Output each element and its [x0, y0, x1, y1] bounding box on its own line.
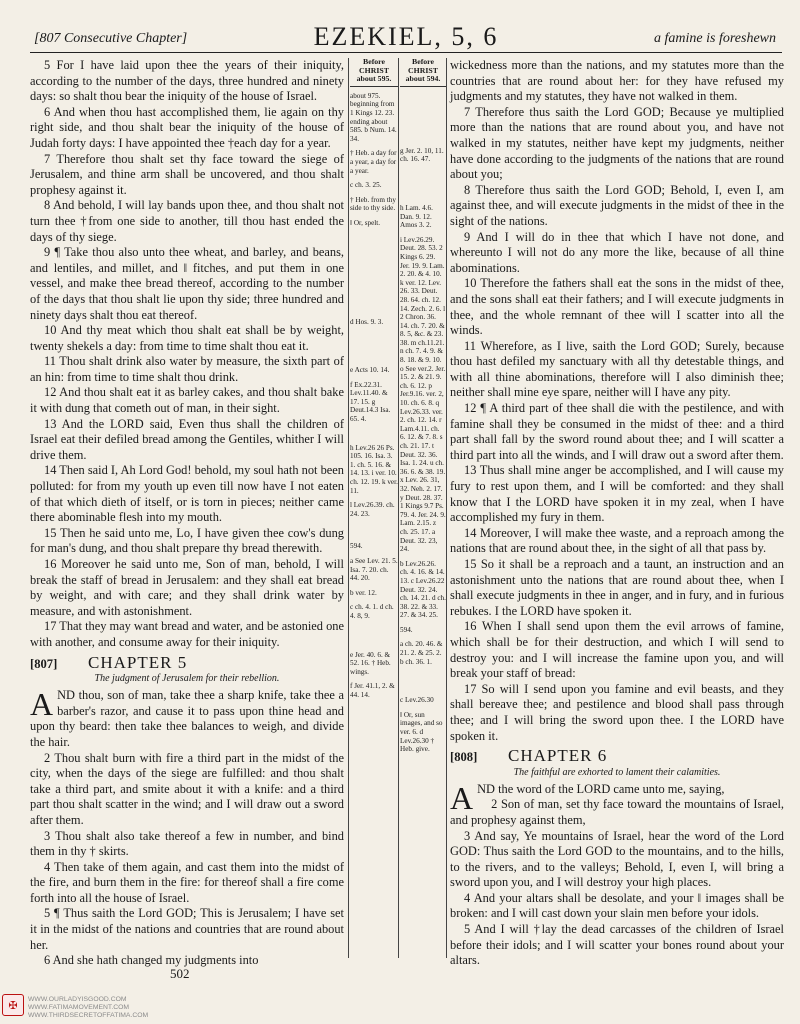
margin-note: † Heb. from thy side to thy side.: [350, 195, 396, 213]
verse: 17 So will I send upon you famine and evil beasts, and they shall bereave thee; and pestilence and blood shall pass through thee; and I will bring the sword upon thee. I the LORD have spoken it.: [450, 681, 784, 743]
verse: 11 Wherefore, as I live, saith the Lord GOD; Surely, because thou hast defiled my sanctuary with all thy detestable things, and with all thine abominations, therefore will I also diminish thee; neither shall mine eye spare, neither will I have any pity.: [450, 338, 784, 400]
consecutive-chapter-label: [807 Consecutive Chapter]: [34, 31, 188, 46]
chapter-number: [808]: [450, 750, 478, 765]
verse: 6 And she hath changed my judgments into: [44, 953, 259, 968]
verse: 2 Thou shalt burn with fire a third part in the midst of the city, when the days of the siege are fulfilled: and thou shalt take a third part, and smite about it with a knife: and a third part thou shalt scatter in the wind; and I will draw out a sword after them.: [30, 750, 344, 827]
chapter-number: [807]: [30, 656, 58, 671]
verse: 5 And I will †lay the dead carcasses of the children of Israel before their idols; and I will scatter your bones round about your altars.: [450, 922, 784, 968]
watermark-line: WWW.THIRDSECRETOFFATIMA.COM: [28, 1012, 149, 1019]
margin-note: e Jer. 40. 6. & 52. 16. † Heb. wings.: [350, 650, 391, 676]
verse: 3 And say, Ye mountains of Israel, hear the word of the Lord GOD: Thus saith the Lord GOD to the mountains, and to the hills, to the rivers, and to the valleys; Behold, I, even I, will bring a sword upon you, and I will destroy your high places.: [450, 828, 784, 890]
verse: 13 And the LORD said, Even thus shall the children of Israel eat their defiled bread among the Gentiles, whither I will drive them.: [30, 416, 344, 462]
verse: 15 Then he said unto me, Lo, I have given thee cow's dung for man's dung, and thou shalt prepare thy bread therewith.: [30, 525, 344, 556]
seal-icon: ✠: [2, 994, 24, 1016]
verse-text: ND thou, son of man, take thee a sharp knife, take thee a barber's razor, and cause it to pass upon thine head and upon thy beard: then take thee balances to weigh, and divide the hair.: [30, 688, 344, 749]
margin-note: l Lev.26.39. ch. 24. 23.: [350, 501, 395, 518]
right-text-column: [450, 58, 784, 969]
verse: 10 And thy meat which thou shalt eat shall be by weight, twenty shekels a day: from time to time shalt thou eat it.: [30, 323, 344, 353]
margin-note: d Hos. 9. 3.: [350, 317, 384, 326]
margin-note: 594.: [400, 625, 413, 634]
watermark: [28, 996, 148, 1020]
drop-cap: A: [450, 779, 474, 816]
page-number: 502: [170, 966, 190, 981]
chapter-summary: The judgment of Jerusalem for their rebellion.: [94, 673, 280, 685]
margin-note: c ch. 4. 1. d ch. 4. 8, 9.: [350, 603, 394, 620]
margin-note: c ch. 3. 25.: [350, 181, 382, 190]
margin-note: f Jer. 41.1, 2. & 44. 14.: [350, 682, 395, 699]
margin-note: b Lev.26.26. ch. 4. 16. & 14. 13. c Lev.26.22 Deut. 32. 24. ch. 14. 21. d ch. 38. 22. & 33. 27. & 34. 25.: [400, 559, 446, 620]
margin-note: h Lev.26 26 Ps. 105. 16. Isa. 3. 1. ch. 5. 16. & 14. 13. i ver. 10. ch. 12. 19. k ver. 11.: [350, 443, 398, 495]
left-text-column: [30, 58, 344, 969]
margin-note: c Lev.26.30: [400, 696, 434, 705]
watermark-line: WWW.FATIMAMOVEMENT.COM: [28, 1004, 130, 1011]
margin-note: g Jer. 2. 10, 11. ch. 16. 47.: [400, 146, 444, 164]
header-rule: [30, 52, 782, 53]
verse: 8 And behold, I will lay bands upon thee, and thou shalt not turn thee †from one side to another, till thou hast ended the days of thy siege.: [30, 198, 344, 244]
verse: 14 Then said I, Ah Lord God! behold, my soul hath not been polluted: for from my youth up even till now have I not eaten of that which dieth of itself, or is torn in pieces; neither came there abominable flesh into my mouth.: [30, 463, 344, 525]
verse: 4 And your altars shall be desolate, and your ‖ images shall be broken: and I will cast down your slain men before your idols.: [450, 890, 784, 921]
running-header: [30, 22, 782, 52]
margin-note: † Heb. a day for a year, a day for a year.: [350, 149, 397, 175]
margin-date-heading: Before CHRIST about 595.: [350, 58, 398, 87]
margin-references-right: [400, 58, 446, 760]
margin-note: 594.: [350, 542, 363, 551]
verse: wickedness more than the nations, and my statutes more than the countries that are round about her: for they have refused my judgments and my statutes, they have not walked in them.: [450, 58, 784, 104]
margin-note: ‖ Or, spelt.: [350, 218, 381, 227]
verse: 9 ¶ Take thou also unto thee wheat, and barley, and beans, and lentiles, and millet, and ‖ fitches, and put them in one vessel, and make thee bread thereof, according to the number of the days that thou shalt lie upon thy side; three hundred and ninety days shalt thou eat thereof.: [30, 245, 344, 322]
margin-note: ‖ Or, sun images, and so ver. 6. d Lev.26.30 † Heb. give.: [400, 710, 443, 754]
margin-note: about 975. beginning from 1 Kings 12. 23. ending about 585. b Num. 14. 34.: [350, 91, 397, 143]
verse: 12 And thou shalt eat it as barley cakes, and thou shalt bake it with dung that cometh out of man, in their sight.: [30, 385, 344, 416]
verse: 4 Then take of them again, and cast them into the midst of the fire, and burn them in the fire: for thereof shall a fire come forth into all the house of Israel.: [30, 859, 344, 905]
verse: 3 Thou shalt also take thereof a few in number, and bind them in thy † skirts.: [30, 828, 344, 859]
margin-note: i Lev.26.29. Deut. 28. 53. 2 Kings 6. 29. Jer. 19. 9. Lam. 2. 20. & 4. 10. k ver. 12. Lev. 26. 33. Deut. 28. 64. ch. 12. 14. Zech. 2. 6. l 2 Chron. 36. 14. ch. 7. 20. & 8. 5, &c. & 23. 38. m ch.11.21. n ch. 7. 4. 9. & 8. 18. & 9. 10. o See ver.2. Jer. 15. 2. & 21. 9. ch. 6. 12. p Jer.9.16. ver. 2, 10. ch. 6. 8. q Lev.26.33. ver. 2. ch. 12. 14. r Lam.4.11. ch. 6. 12. & 7. 8. s ch. 21. 17. t Deut. 32. 36. Isa. 1. 24. u ch. 36. 6. & 38. 19. x Lev. 26. 31, 32. Neh. 2. 17. y Deut. 28. 37. 1 Kings 9.7 Ps. 79. 4. Jer. 24. 9. Lam. 2.15. z ch. 25. 17. a Deut. 32. 23, 24.: [400, 235, 446, 554]
verse: 5 For I have laid upon thee the years of their iniquity, according to the number of the days, three hundred and ninety days: so shalt thou bear the iniquity of the house of Israel.: [30, 58, 344, 104]
verse-text: ND the word of the LORD came unto me, saying,: [477, 781, 725, 796]
verse: 13 Thus shall mine anger be accomplished, and I will cause my fury to rest upon them, and I will be comforted: and they shall know that I the LORD have spoken it in my zeal, when I have accomplished my fury in them.: [450, 463, 784, 525]
margin-note: a ch. 20. 46. & 21. 2. & 25. 2. b ch. 36. 1.: [400, 640, 443, 666]
verse: 10 Therefore the fathers shall eat the sons in the midst of thee, and the sons shall eat their fathers; and I will execute judgments in thee, and the whole remnant of thee will I scatter into all the winds.: [450, 276, 784, 338]
margin-note: b ver. 12.: [350, 588, 377, 597]
margin-note: e Acts 10. 14.: [350, 366, 390, 375]
verse: [30, 688, 344, 750]
verse: 7 Therefore thou shalt set thy face toward the siege of Jerusalem, and thine arm shall be uncovered, and thou shalt prophesy against it.: [30, 151, 344, 197]
watermark-line: WWW.OURLADYISGOOD.COM: [28, 996, 127, 1003]
verse: 15 So it shall be a reproach and a taunt, an instruction and an astonishment unto the nations that are round about thee, when I shall execute judgments in thee in anger, and in fury, and in furious rebukes. I the LORD have spoken it.: [450, 557, 784, 618]
chapter-heading: [450, 748, 784, 766]
verse: 2 Son of man, set thy face toward the mountains of Israel, and prophesy against them,: [450, 797, 784, 827]
page-topic: a famine is foreshewn: [654, 31, 776, 46]
verse: 9 And I will do in thee that which I have not done, and whereunto I will not do any more the like, because of all thine abominations.: [450, 229, 784, 275]
verse: 12 ¶ A third part of thee shall die with the pestilence, and with famine shall they be consumed in the midst of thee: and a third part shall fall by the sword round about thee; and I will scatter a third part into all the winds, and I will draw out a sword after them.: [450, 401, 784, 462]
drop-cap: A: [30, 686, 54, 723]
margin-note: f Ex.22.31. Lev.11.40. & 17. 15. g Deut.14.3 Isa. 65. 4.: [350, 380, 391, 424]
verse: 7 Therefore thus saith the Lord GOD; Because ye multiplied more than the nations that are round about you, and have not walked in my statutes, neither have kept my judgments, neither have done according to the judgments of the nations that are round about you;: [450, 104, 784, 182]
chapter-title: CHAPTER 5: [88, 652, 188, 672]
verse: 17 That they may want bread and water, and be astonied one with another, and consume away for their iniquity.: [30, 619, 344, 649]
verse: 16 When I shall send upon them the evil arrows of famine, which shall be for their destruction, and which I will send to destroy you: and I will increase the famine upon you, and will break your staff of bread:: [450, 619, 784, 681]
margin-note: a See Lev. 21. 5. Isa. 7. 20. ch. 44. 20.: [350, 557, 398, 583]
verse: 16 Moreover he said unto me, Son of man, behold, I will break the staff of bread in Jerusalem: and they shall eat bread by weight, and with care; and they shall drink water by measure, and with astonishment.: [30, 557, 344, 618]
chapter-heading: [30, 652, 344, 673]
verse: 14 Moreover, I will make thee waste, and a reproach among the nations that are round about thee, in the sight of all that pass by.: [450, 525, 784, 556]
verse: 6 And when thou hast accomplished them, lie again on thy right side, and thou shalt bear the iniquity of the house of Judah forty days: I have appointed thee †each day for a year.: [30, 104, 344, 150]
chapter-title: CHAPTER 6: [508, 746, 608, 766]
column-divider: [398, 58, 399, 958]
verse: 8 Therefore thus saith the Lord GOD; Behold, I, even I, am against thee, and will execute judgments in the midst of thee in the sight of the nations.: [450, 182, 784, 228]
column-divider: [446, 58, 447, 958]
verse: 5 ¶ Thus saith the Lord GOD; This is Jerusalem; I have set it in the midst of the nations and countries that are round about her.: [30, 906, 344, 952]
book-chapter-title: EZEKIEL, 5, 6: [313, 22, 499, 51]
column-divider: [348, 58, 349, 958]
verse: 11 Thou shalt drink also water by measure, the sixth part of an hin: from time to time shalt thou drink.: [30, 354, 344, 384]
bible-page: [30, 22, 782, 1002]
margin-references-left: [350, 58, 398, 706]
margin-date-heading: Before CHRIST about 594.: [400, 58, 446, 87]
chapter-summary: The faithful are exhorted to lament their calamities.: [513, 766, 721, 778]
margin-note: h Lam. 4.6. Dan. 9. 12. Amos 3. 2.: [400, 203, 433, 230]
